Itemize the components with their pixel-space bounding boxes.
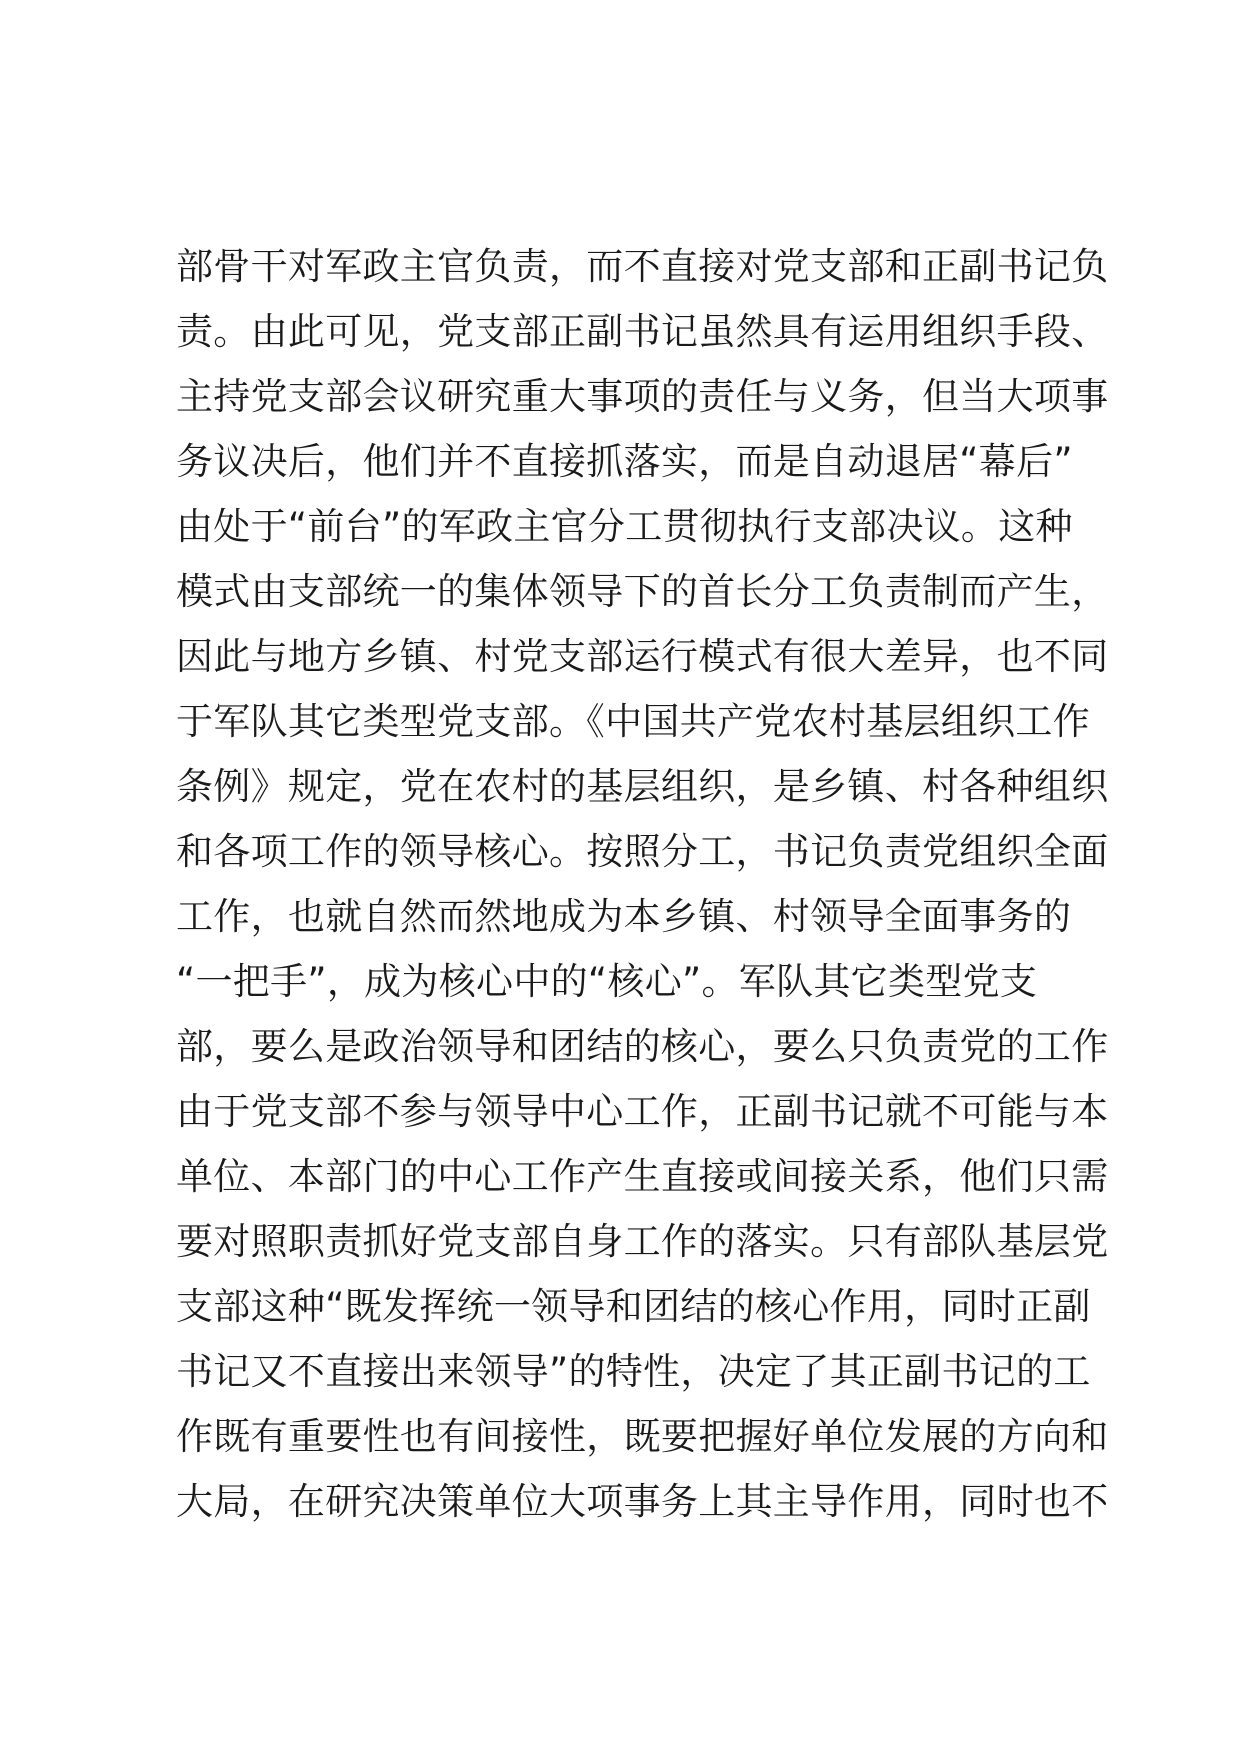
text-line: 作既有重要性也有间接性，既要把握好单位发展的方向和 [176, 1415, 1109, 1458]
text-line: 务议决后，他们并不直接抓落实，而是自动退居“幕后” [176, 440, 1073, 483]
text-line: 部，要么是政治领导和团结的核心，要么只负责党的工作 [176, 1025, 1109, 1068]
body-text [176, 234, 1109, 1534]
text-line: 模式由支部统一的集体领导下的首长分工负责制而产生， [176, 570, 1109, 613]
text-line: “一把手”，成为核心中的“核心”。军队其它类型党支 [176, 960, 1038, 1003]
text-line: 部骨干对军政主官负责，而不直接对党支部和正副书记负 [176, 245, 1109, 288]
text-line: 要对照职责抓好党支部自身工作的落实。只有部队基层党 [176, 1220, 1109, 1263]
text-line: 因此与地方乡镇、村党支部运行模式有很大差异，也不同 [176, 635, 1109, 678]
text-line: 条例》规定，党在农村的基层组织，是乡镇、村各种组织 [176, 765, 1109, 808]
text-line: 单位、本部门的中心工作产生直接或间接关系，他们只需 [176, 1155, 1109, 1198]
text-line: 书记又不直接出来领导”的特性，决定了其正副书记的工 [176, 1350, 1091, 1393]
text-line: 工作，也就自然而然地成为本乡镇、村领导全面事务的 [176, 895, 1072, 938]
text-line: 由于党支部不参与领导中心工作，正副书记就不可能与本 [176, 1090, 1109, 1133]
text-line: 支部这种“既发挥统一领导和团结的核心作用，同时正副 [176, 1285, 1091, 1328]
text-line: 大局，在研究决策单位大项事务上其主导作用，同时也不 [176, 1480, 1109, 1523]
text-line: 由处于“前台”的军政主官分工贯彻执行支部决议。这种 [176, 505, 1073, 548]
text-line: 和各项工作的领导核心。按照分工，书记负责党组织全面 [176, 830, 1109, 873]
text-line: 主持党支部会议研究重大事项的责任与义务，但当大项事 [176, 375, 1109, 418]
text-line: 于军队其它类型党支部。《中国共产党农村基层组织工作 [176, 700, 1090, 743]
text-line: 责。由此可见，党支部正副书记虽然具有运用组织手段、 [176, 310, 1109, 353]
